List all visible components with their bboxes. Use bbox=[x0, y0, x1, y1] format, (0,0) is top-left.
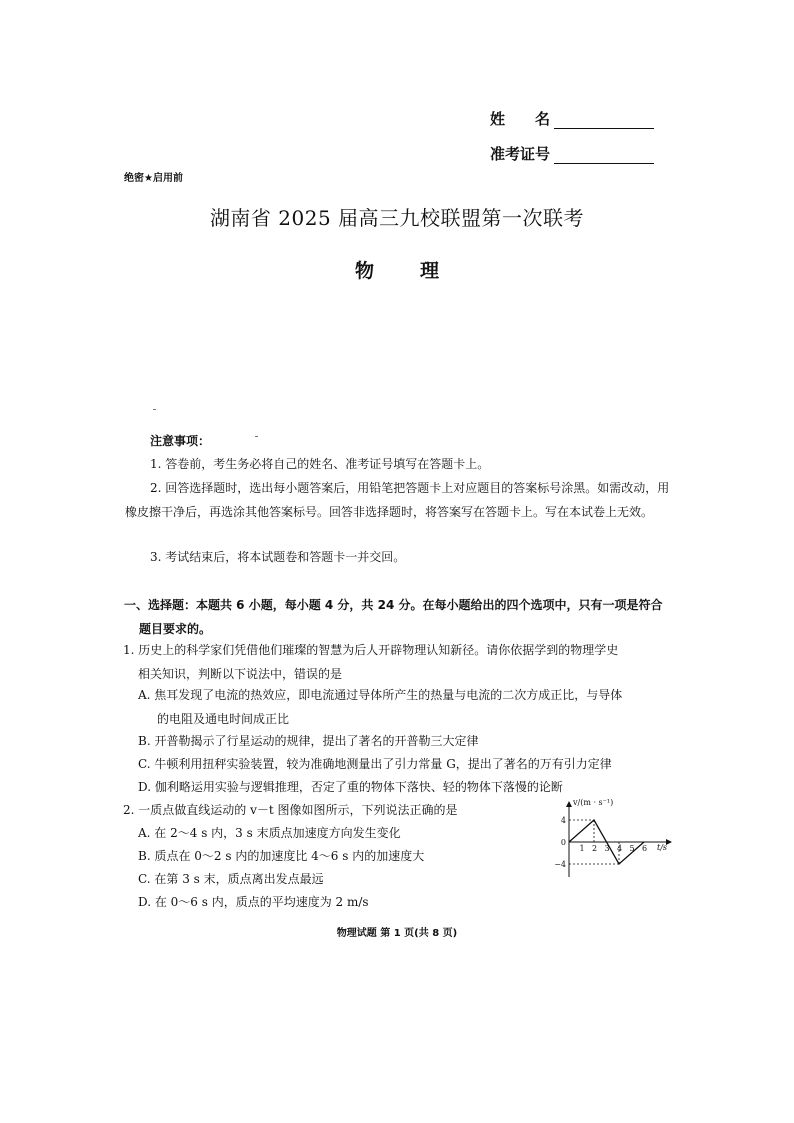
x-tick-label: 2 bbox=[592, 844, 598, 853]
name-blank[interactable] bbox=[554, 114, 654, 129]
scan-speck bbox=[255, 436, 258, 437]
exam-id-blank[interactable] bbox=[554, 149, 654, 164]
x-tick-label: 1 bbox=[579, 844, 585, 853]
question-1-option-c: C. 牛顿利用扭秤实验装置，较为准确地测量出了引力常量 G，提出了著名的万有引力定律 bbox=[138, 757, 612, 771]
question-1-option-d: D. 伽利略运用实验与逻辑推理，否定了重的物体下落快、轻的物体下落慢的论断 bbox=[138, 780, 563, 794]
question-2-option-d: D. 在 0～6 s 内，质点的平均速度为 2 m/s bbox=[138, 895, 369, 909]
section-heading bbox=[124, 593, 684, 641]
notice-heading: 注意事项： bbox=[150, 434, 211, 448]
question-1-option-a bbox=[138, 683, 686, 731]
name-label: 姓 名 bbox=[490, 110, 551, 128]
exam-id-label: 准考证号 bbox=[490, 145, 551, 163]
question-1-stem-line2: 相关知识，判断以下说法中，错误的是 bbox=[138, 667, 343, 681]
vt-graph bbox=[545, 797, 675, 879]
page-footer: 物理试题 第 1 页(共 8 页) bbox=[336, 928, 458, 939]
option-a-line2: 的电阻及通电时间成正比 bbox=[157, 712, 290, 726]
notice-item-1: 1. 答卷前，考生务必将自己的姓名、准考证号填写在答题卡上。 bbox=[150, 457, 490, 471]
name-field[interactable] bbox=[490, 108, 654, 129]
y-tick-label: −4 bbox=[554, 860, 566, 869]
question-2-stem: 2. 一质点做直线运动的 v－t 图像如图所示，下列说法正确的是 bbox=[123, 803, 458, 817]
question-2-option-a: A. 在 2～4 s 内，3 s 末质点加速度方向发生变化 bbox=[138, 826, 401, 840]
question-1-option-b: B. 开普勒揭示了行星运动的规律，提出了著名的开普勒三大定律 bbox=[138, 734, 479, 748]
section-heading-line1: 一、选择题：本题共 6 小题，每小题 4 分，共 24 分。在每小题给出的四个选项中，只有一项是符合 bbox=[124, 598, 663, 612]
y-axis-label: v/(m · s⁻¹) bbox=[573, 798, 614, 807]
scan-speck bbox=[153, 409, 156, 410]
exam-id-field[interactable] bbox=[490, 143, 654, 164]
subject-title: 物理 bbox=[354, 260, 485, 282]
secret-mark: 绝密★启用前 bbox=[124, 173, 183, 184]
x-tick-label: 3 bbox=[604, 844, 610, 853]
question-1-stem-line1: 1. 历史上的科学家们凭借他们璀璨的智慧为后人开辟物理认知新径。请你依据学到的物理学史 bbox=[123, 643, 619, 657]
x-tick-label: 6 bbox=[642, 844, 648, 853]
notice-item-2: 2. 回答选择题时，选出每小题答案后，用铅笔把答题卡上对应题目的答案标号涂黑。如需改动，用橡皮擦干净后，再选涂其他答案标号。回答非选择题时，将答案写在答题卡上。写在本试卷上无效。 bbox=[125, 481, 670, 519]
question-2-option-c: C. 在第 3 s 末，质点离出发点最远 bbox=[138, 872, 324, 886]
section-heading-line2: 题目要求的。 bbox=[139, 622, 212, 636]
option-a-line1: A. 焦耳发现了电流的热效应，即电流通过导体所产生的热量与电流的二次方成正比，与导体 bbox=[138, 688, 623, 702]
x-tick-label: 4 bbox=[617, 844, 623, 853]
x-axis-label: t/s bbox=[657, 843, 668, 852]
exam-title: 湖南省 2025 届高三九校联盟第一次联考 bbox=[209, 206, 585, 230]
x-tick-label: 5 bbox=[629, 844, 635, 853]
question-1-stem bbox=[123, 638, 683, 686]
question-2-option-b: B. 质点在 0～2 s 内的加速度比 4～6 s 内的加速度大 bbox=[138, 849, 425, 863]
y-tick-label: 4 bbox=[560, 816, 566, 825]
notice-item-3: 3. 考试结束后，将本试题卷和答题卡一并交回。 bbox=[150, 550, 406, 564]
y-tick-label: 0 bbox=[560, 838, 566, 847]
